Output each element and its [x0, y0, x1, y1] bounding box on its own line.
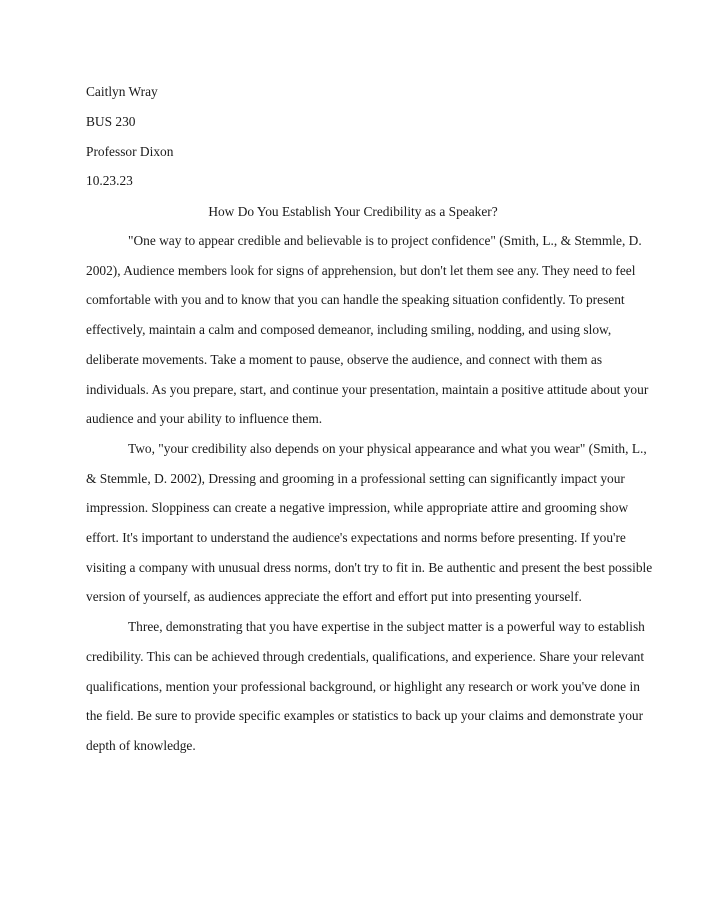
text-line: depth of knowledge. — [86, 737, 196, 753]
text-line: & Stemmle, D. 2002), Dressing and grooming in a professional setting can significantly impact your — [86, 470, 625, 486]
text-line: comfortable with you and to know that you can handle the speaking situation confidently. To present — [86, 292, 625, 308]
text-line: qualifications, mention your professional background, or highlight any research or work you've done in — [86, 678, 640, 694]
text-line: deliberate movements. Take a moment to pause, observe the audience, and connect with them as — [86, 351, 603, 367]
author-name: Caitlyn Wray — [86, 84, 158, 99]
paragraph-1 — [86, 226, 649, 434]
text-line: effort. It's important to understand the audience's expectations and norms before presenting. If you're — [86, 530, 626, 546]
text-line: 2002), Audience members look for signs of apprehension, but don't let them see any. They need to feel — [86, 262, 636, 278]
text-line: "One way to appear credible and believable is to project confidence" (Smith, L., & Stemmle, D. — [128, 233, 642, 248]
paragraph-2 — [86, 434, 653, 612]
course-code: BUS 230 — [86, 114, 136, 129]
text-line: effectively, maintain a calm and composed demeanor, including smiling, nodding, and using slow, — [86, 322, 612, 338]
text-line: audience and your ability to influence them. — [86, 411, 323, 427]
text-line: visiting a company with unusual dress norms, don't try to fit in. Be authentic and present the best possible — [86, 559, 653, 575]
professor-name: Professor Dixon — [86, 144, 174, 159]
document-title: How Do You Establish Your Credibility as a Speaker? — [208, 204, 498, 219]
text-line: version of yourself, as audiences appreciate the effort and effort put into presenting yourself. — [86, 589, 582, 605]
paragraph-3 — [86, 612, 646, 761]
document-date: 10.23.23 — [86, 173, 133, 188]
document-body — [86, 226, 653, 761]
text-line: individuals. As you prepare, start, and continue your presentation, maintain a positive attitude about your — [86, 381, 649, 397]
text-line: credibility. This can be achieved through credentials, qualifications, and experience. Share your relevant — [86, 648, 645, 664]
text-line: Two, "your credibility also depends on your physical appearance and what you wear" (Smith, L., — [128, 440, 647, 456]
text-line: impression. Sloppiness can create a negative impression, while appropriate attire and grooming show — [86, 500, 629, 516]
text-line: the field. Be sure to provide specific examples or statistics to back up your claims and demonstrate your — [86, 708, 644, 724]
text-line: Three, demonstrating that you have expertise in the subject matter is a powerful way to establish — [128, 619, 645, 635]
